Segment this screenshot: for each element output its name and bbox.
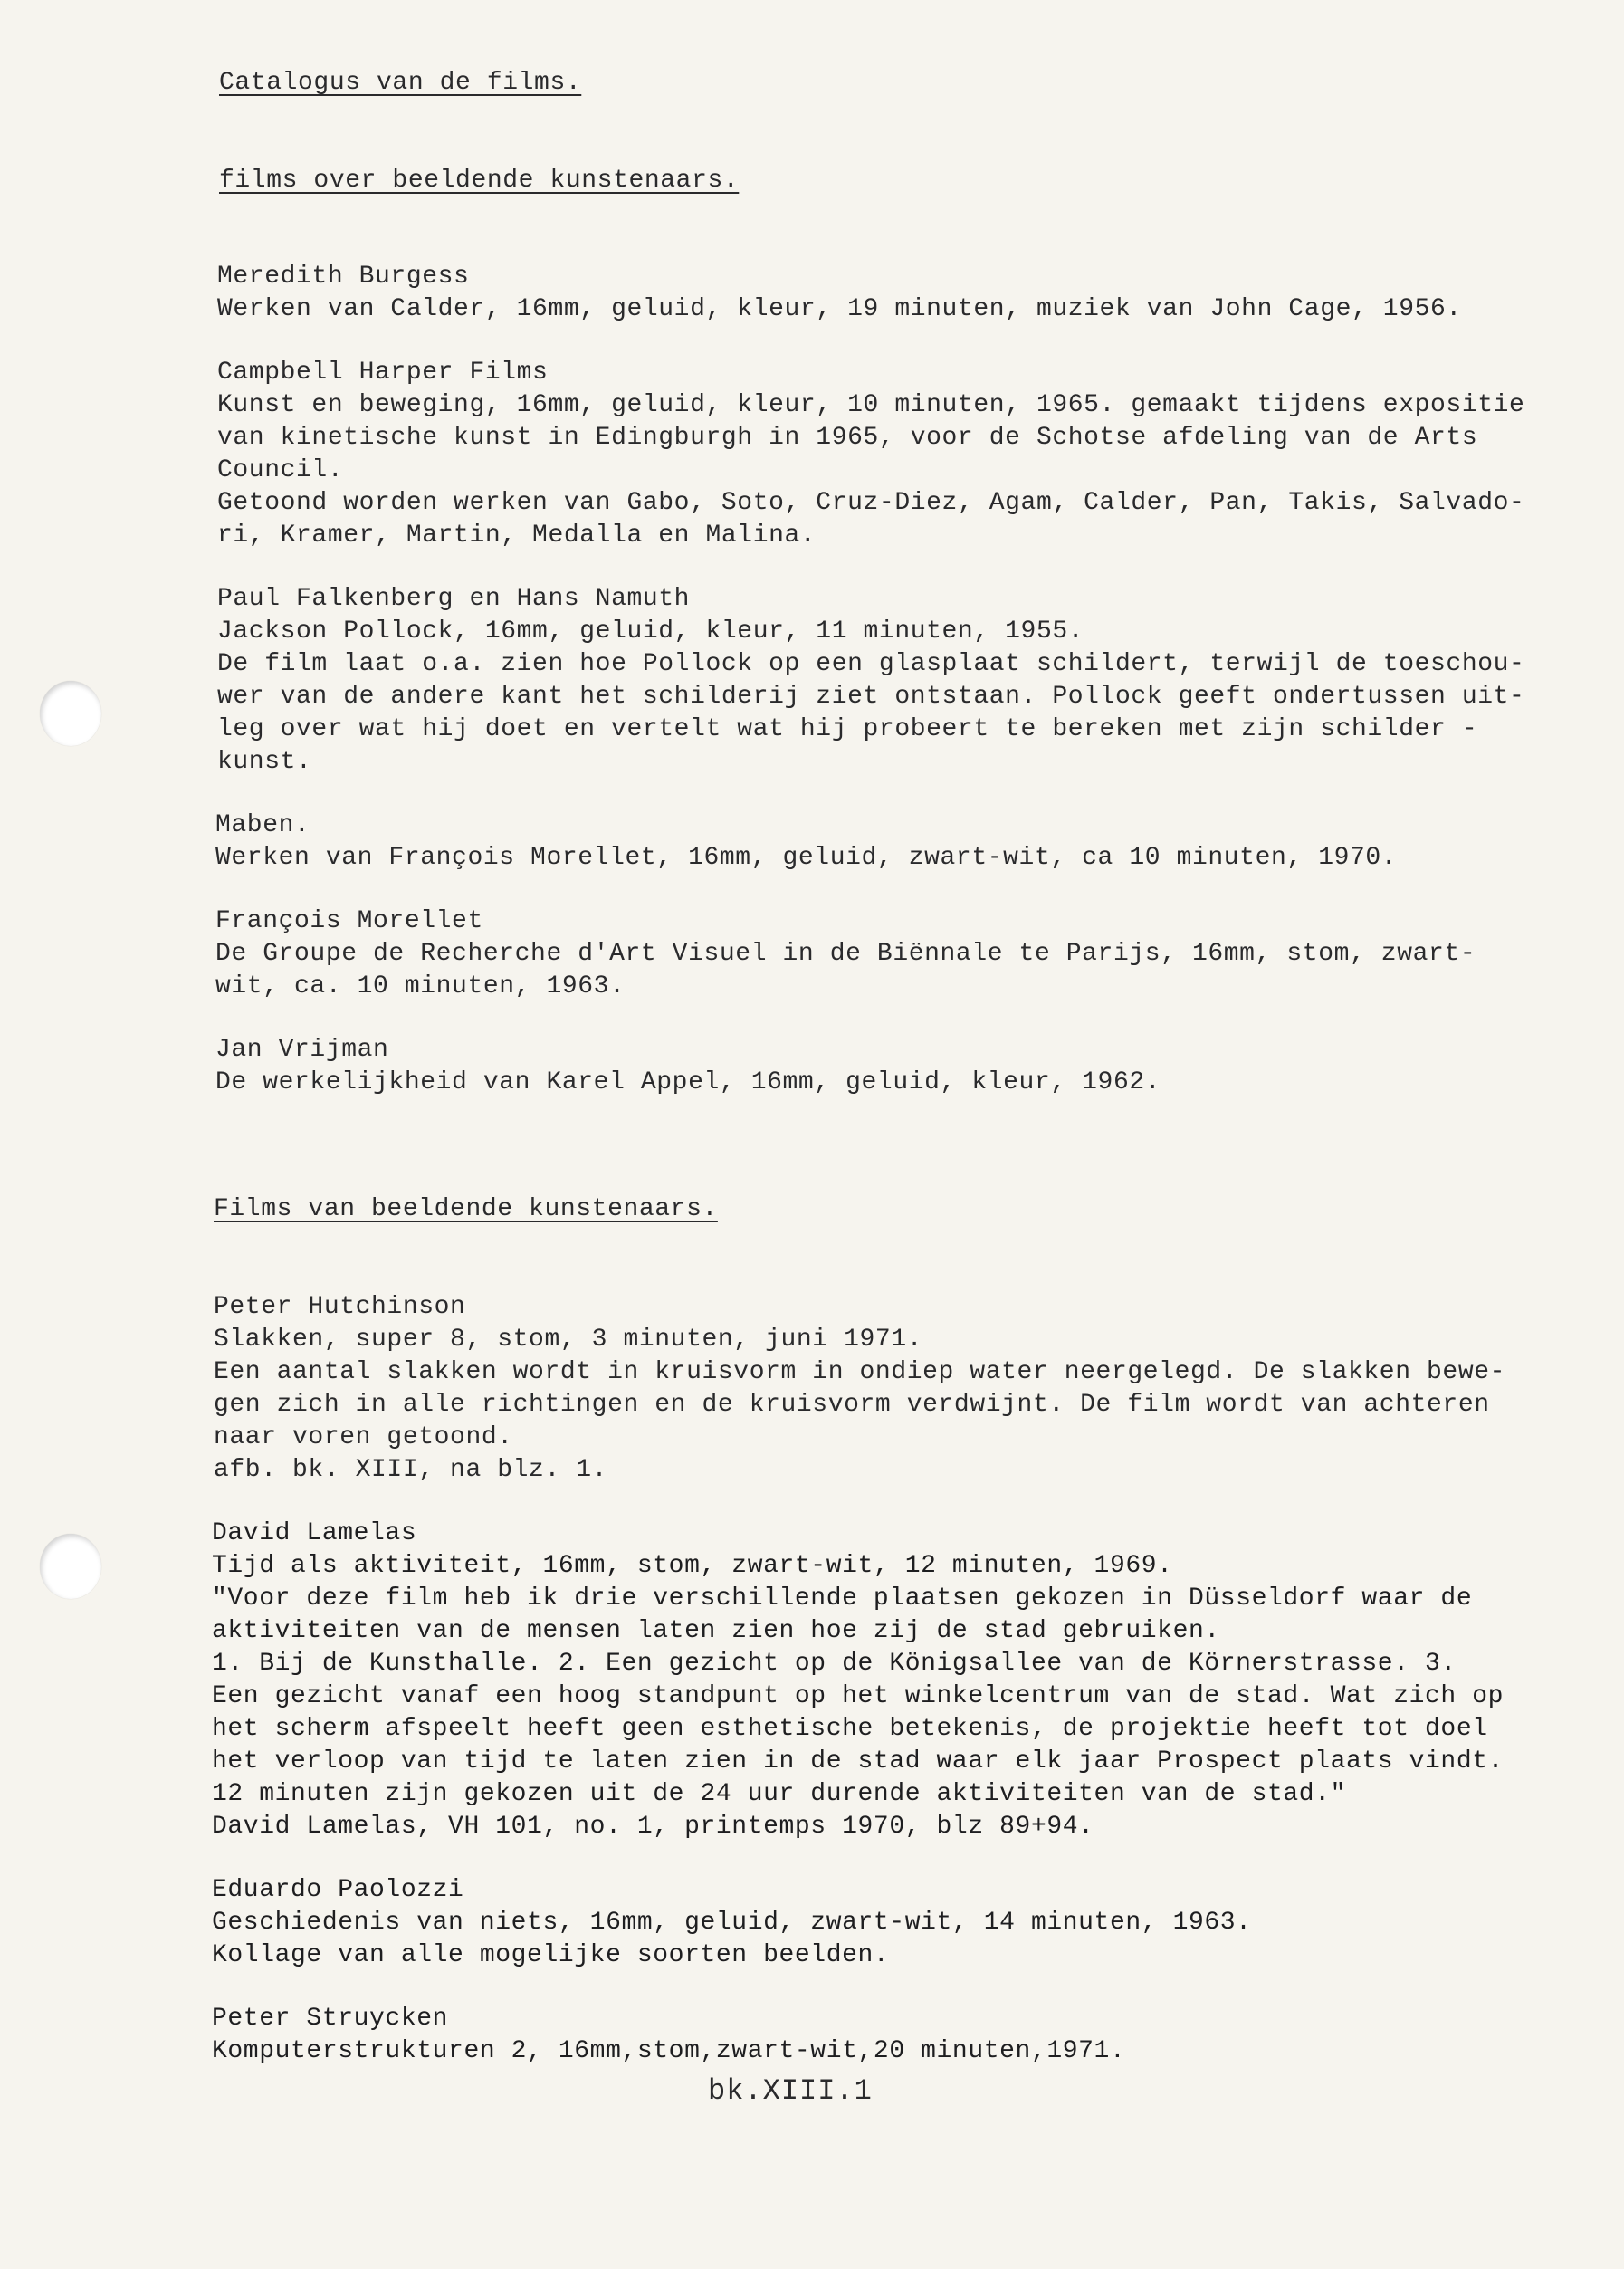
entry-line: van kinetische kunst in Edingburgh in 1965, voor de Schotse afdeling van de Arts	[217, 424, 1478, 452]
entry-line: Campbell Harper Films	[217, 359, 549, 387]
entry-line: De werkelijkheid van Karel Appel, 16mm, geluid, kleur, 1962.	[215, 1068, 1161, 1096]
entry-line: Slakken, super 8, stom, 3 minuten, juni 1971.	[214, 1326, 923, 1354]
entry-line: David Lamelas, VH 101, no. 1, printemps 1970, blz 89+94.	[212, 1813, 1094, 1841]
entry-line: François Morellet	[215, 907, 483, 935]
punch-hole	[40, 681, 101, 746]
entry-line: Werken van François Morellet, 16mm, geluid, zwart-wit, ca 10 minuten, 1970.	[215, 844, 1398, 872]
entry-line: De Groupe de Recherche d'Art Visuel in de Biënnale te Parijs, 16mm, stom, zwart-	[215, 940, 1476, 968]
entry-line: Jackson Pollock, 16mm, geluid, kleur, 11 minuten, 1955.	[217, 618, 1084, 646]
entry-line: naar voren getoond.	[214, 1423, 513, 1451]
entry-line: Werken van Calder, 16mm, geluid, kleur, 19 minuten, muziek van John Cage, 1956.	[217, 295, 1462, 323]
entry-line: Council.	[217, 456, 344, 484]
entry-line: Getoond worden werken van Gabo, Soto, Cruz-Diez, Agam, Calder, Pan, Takis, Salvado-	[217, 489, 1525, 517]
entry-line: Komputerstrukturen 2, 16mm,stom,zwart-wit,20 minuten,1971.	[212, 2037, 1126, 2065]
entry-line: "Voor deze film heb ik drie verschillende plaatsen gekozen in Düsseldorf waar de	[212, 1584, 1473, 1613]
entry-line: ri, Kramer, Martin, Medalla en Malina.	[217, 522, 817, 550]
entry-line: Een gezicht vanaf een hoog standpunt op het winkelcentrum van de stad. Wat zich op	[212, 1682, 1505, 1710]
entry-line: Meredith Burgess	[217, 263, 470, 291]
entry-line: wit, ca. 10 minuten, 1963.	[215, 972, 626, 1000]
entry-line: Tijd als aktiviteit, 16mm, stom, zwart-wit, 12 minuten, 1969.	[212, 1552, 1173, 1580]
entry-line: kunst.	[217, 748, 312, 776]
entry-line: Jan Vrijman	[215, 1036, 389, 1064]
entry-line: Paul Falkenberg en Hans Namuth	[217, 585, 691, 613]
entry-line: Eduardo Paolozzi	[212, 1876, 464, 1904]
entry-line: Peter Struycken	[212, 2005, 449, 2033]
entry-line: De film laat o.a. zien hoe Pollock op een glasplaat schildert, terwijl de toeschou-	[217, 650, 1525, 678]
entry-line: gen zich in alle richtingen en de kruisvorm verdwijnt. De film wordt van achteren	[214, 1391, 1490, 1419]
punch-hole	[40, 1534, 101, 1599]
page-reference: bk.XIII.1	[708, 2074, 873, 2108]
section-heading: Films van beeldende kunstenaars.	[214, 1195, 718, 1223]
section-heading: films over beeldende kunstenaars.	[219, 167, 740, 195]
entry-line: Kollage van alle mogelijke soorten beelden.	[212, 1941, 890, 1969]
page-title: Catalogus van de films.	[219, 69, 582, 97]
entry-line: 12 minuten zijn gekozen uit de 24 uur durende aktiviteiten van de stad."	[212, 1780, 1346, 1808]
entry-line: Maben.	[215, 811, 310, 839]
entry-line: 1. Bij de Kunsthalle. 2. Een gezicht op de Königsallee van de Körnerstrasse. 3.	[212, 1650, 1457, 1678]
entry-line: Peter Hutchinson	[214, 1293, 466, 1321]
entry-line: wer van de andere kant het schilderij ziet ontstaan. Pollock geeft ondertussen uit-	[217, 683, 1525, 711]
entry-line: Kunst en beweging, 16mm, geluid, kleur, 10 minuten, 1965. gemaakt tijdens expositie	[217, 391, 1525, 419]
entry-line: leg over wat hij doet en vertelt wat hij probeert te bereken met zijn schilder -	[217, 715, 1478, 743]
entry-line: het scherm afspeelt heeft geen esthetische betekenis, de projektie heeft tot doel	[212, 1715, 1488, 1743]
entry-line: David Lamelas	[212, 1519, 417, 1547]
entry-line: Een aantal slakken wordt in kruisvorm in ondiep water neergelegd. De slakken bewe-	[214, 1358, 1506, 1386]
entry-line: aktiviteiten van de mensen laten zien hoe zij de stad gebruiken.	[212, 1617, 1220, 1645]
entry-line: Geschiedenis van niets, 16mm, geluid, zwart-wit, 14 minuten, 1963.	[212, 1909, 1252, 1937]
entry-line: afb. bk. XIII, na blz. 1.	[214, 1456, 608, 1484]
entry-line: het verloop van tijd te laten zien in de stad waar elk jaar Prospect plaats vindt.	[212, 1747, 1505, 1776]
